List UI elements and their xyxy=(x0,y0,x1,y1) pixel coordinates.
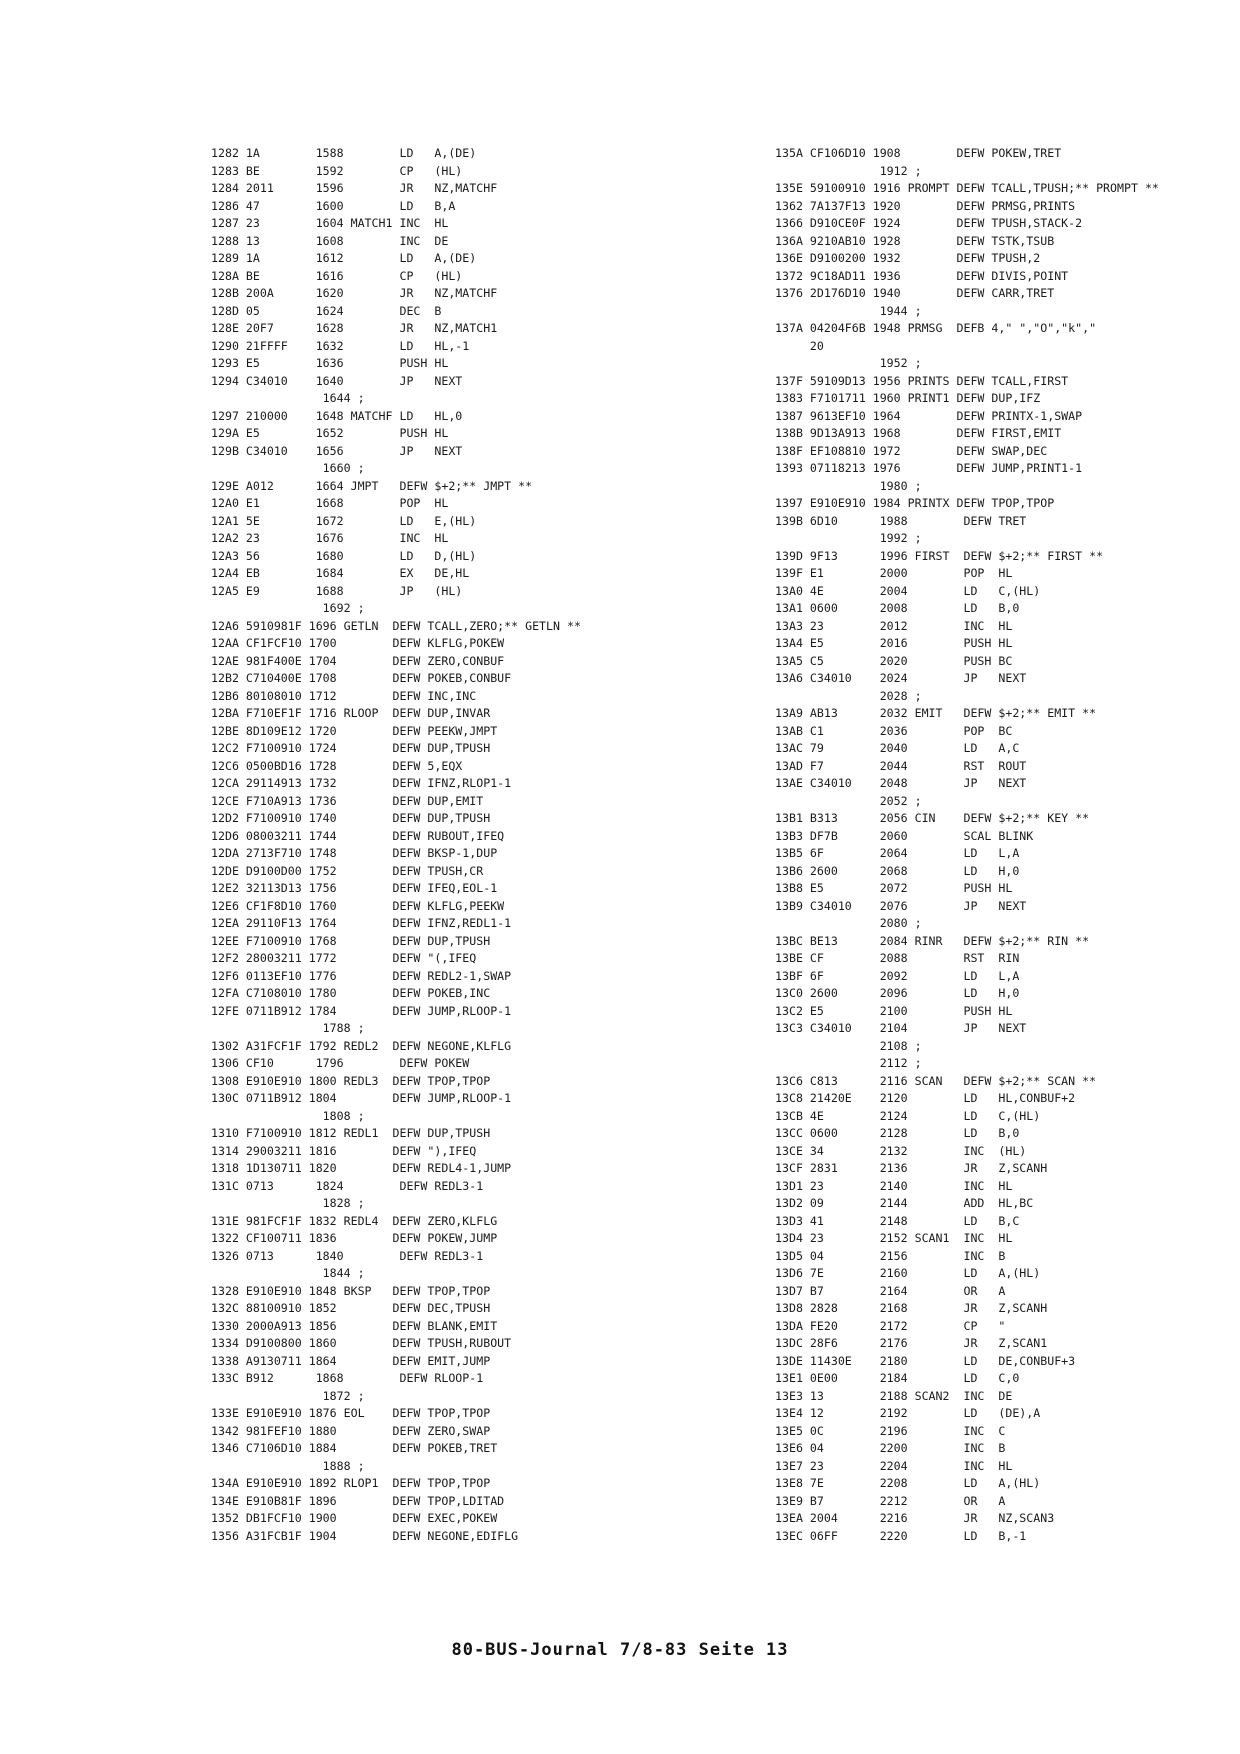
code-line: 1397 E910E910 1984 PRINTX DEFW TPOP,TPOP xyxy=(775,496,1055,510)
code-line: 1326 0713 1840 DEFW REDL3-1 xyxy=(211,1248,484,1263)
code-line: 13AD F7 2044 RST ROUT xyxy=(775,758,1027,773)
code-line: 13E5 0C 2196 INC C xyxy=(775,1423,1006,1438)
code-line: 139F E1 2000 POP HL xyxy=(775,566,1013,580)
code-line: 1808 ; xyxy=(211,1108,365,1123)
code-line: 1844 ; xyxy=(211,1266,365,1280)
code-line: 133C B912 1868 DEFW RLOOP-1 xyxy=(211,1371,484,1385)
code-line: 1282 1A 1588 LD A,(DE) xyxy=(211,146,477,160)
code-line: 13C8 21420E 2120 LD HL,CONBUF+2 xyxy=(775,1091,1076,1105)
code-line: 130C 0711B912 1804 DEFW JUMP,RLOOP-1 xyxy=(211,1091,512,1105)
code-line: 2052 ; xyxy=(775,793,922,808)
code-line: 13EA 2004 2216 JR NZ,SCAN3 xyxy=(775,1511,1055,1525)
code-line: 12A2 23 1676 INC HL xyxy=(211,531,449,545)
code-line: 20 xyxy=(775,338,824,353)
code-line: 1310 F7100910 1812 REDL1 DEFW DUP,TPUSH xyxy=(211,1126,491,1140)
code-line: 12A1 5E 1672 LD E,(HL) xyxy=(211,513,477,528)
code-line: 128E 20F7 1628 JR NZ,MATCH1 xyxy=(211,321,498,335)
code-line: 12DE D9100D00 1752 DEFW TPUSH,CR xyxy=(211,863,484,878)
code-line: 131C 0713 1824 DEFW REDL3-1 xyxy=(211,1178,484,1193)
code-line: 13D3 41 2148 LD B,C xyxy=(775,1213,1020,1228)
code-line: 13D4 23 2152 SCAN1 INC HL xyxy=(775,1231,1013,1245)
code-line: 13D8 2828 2168 JR Z,SCANH xyxy=(775,1301,1048,1315)
code-line: 12F2 28003211 1772 DEFW "(,IFEQ xyxy=(211,951,477,965)
code-line: 136A 9210AB10 1928 DEFW TSTK,TSUB xyxy=(775,233,1055,248)
code-line: 129E A012 1664 JMPT DEFW $+2;** JMPT ** xyxy=(211,478,533,493)
code-line: 1330 2000A913 1856 DEFW BLANK,EMIT xyxy=(211,1318,498,1333)
code-line: 1788 ; xyxy=(211,1021,365,1035)
code-line: 139D 9F13 1996 FIRST DEFW $+2;** FIRST ** xyxy=(775,548,1104,563)
code-line: 1376 2D176D10 1940 DEFW CARR,TRET xyxy=(775,286,1055,300)
code-line: 13E3 13 2188 SCAN2 INC DE xyxy=(775,1388,1013,1403)
code-line: 1952 ; xyxy=(775,356,922,370)
code-line: 2080 ; xyxy=(775,916,922,930)
code-line: 2028 ; xyxy=(775,688,922,703)
code-line: 13BF 6F 2092 LD L,A xyxy=(775,968,1020,983)
code-line: 1328 E910E910 1848 BKSP DEFW TPOP,TPOP xyxy=(211,1283,491,1298)
code-line: 1980 ; xyxy=(775,478,922,493)
code-line: 13DA FE20 2172 CP " xyxy=(775,1318,1006,1333)
code-line: 12E6 CF1F8D10 1760 DEFW KLFLG,PEEKW xyxy=(211,898,505,913)
code-line: 1992 ; xyxy=(775,531,922,545)
code-line: 1287 23 1604 MATCH1 INC HL xyxy=(211,216,449,230)
code-line: 13A4 E5 2016 PUSH HL xyxy=(775,636,1013,650)
code-line: 13D7 B7 2164 OR A xyxy=(775,1283,1006,1298)
code-line: 1872 ; xyxy=(211,1388,365,1403)
code-line: 1372 9C18AD11 1936 DEFW DIVIS,POINT xyxy=(775,268,1069,283)
code-line: 13D6 7E 2160 LD A,(HL) xyxy=(775,1266,1041,1280)
code-line: 1314 29003211 1816 DEFW "),IFEQ xyxy=(211,1143,477,1158)
code-line: 13A1 0600 2008 LD B,0 xyxy=(775,601,1020,615)
code-line: 12A0 E1 1668 POP HL xyxy=(211,496,449,510)
code-line: 12EA 29110F13 1764 DEFW IFNZ,REDL1-1 xyxy=(211,916,512,930)
code-line: 13B5 6F 2064 LD L,A xyxy=(775,846,1020,860)
code-line: 13B9 C34010 2076 JP NEXT xyxy=(775,898,1027,913)
code-line: 13B8 E5 2072 PUSH HL xyxy=(775,881,1013,895)
code-line: 13D2 09 2144 ADD HL,BC xyxy=(775,1196,1034,1210)
code-line: 12CE F710A913 1736 DEFW DUP,EMIT xyxy=(211,793,484,808)
code-line: 136E D9100200 1932 DEFW TPUSH,2 xyxy=(775,251,1041,265)
code-line: 12A6 5910981F 1696 GETLN DEFW TCALL,ZERO;** GETLN ** xyxy=(211,618,581,633)
code-line: 12D6 08003211 1744 DEFW RUBOUT,IFEQ xyxy=(211,828,505,843)
code-line: 1660 ; xyxy=(211,461,365,475)
code-line: 13BC BE13 2084 RINR DEFW $+2;** RIN ** xyxy=(775,933,1090,948)
code-line: 12C2 F7100910 1724 DEFW DUP,TPUSH xyxy=(211,741,491,755)
code-line: 1283 BE 1592 CP (HL) xyxy=(211,163,463,178)
code-line: 12A4 EB 1684 EX DE,HL xyxy=(211,566,470,580)
code-line: 13A6 C34010 2024 JP NEXT xyxy=(775,671,1027,685)
code-line: 131E 981FCF1F 1832 REDL4 DEFW ZERO,KLFLG xyxy=(211,1213,498,1228)
code-line: 138F EF108810 1972 DEFW SWAP,DEC xyxy=(775,443,1048,458)
code-line: 1290 21FFFF 1632 LD HL,-1 xyxy=(211,338,470,353)
code-line: 13E1 0E00 2184 LD C,0 xyxy=(775,1371,1020,1385)
code-line: 1338 A9130711 1864 DEFW EMIT,JUMP xyxy=(211,1353,491,1368)
code-line: 1692 ; xyxy=(211,601,365,615)
code-line: 135E 59100910 1916 PROMPT DEFW TCALL,TPUSH;** PROMPT ** xyxy=(775,181,1159,195)
code-line: 13C6 C813 2116 SCAN DEFW $+2;** SCAN ** xyxy=(775,1073,1097,1088)
code-line: 1888 ; xyxy=(211,1458,365,1473)
code-line: 13E8 7E 2208 LD A,(HL) xyxy=(775,1476,1041,1490)
code-line: 13E4 12 2192 LD (DE),A xyxy=(775,1406,1041,1420)
code-line: 12D2 F7100910 1740 DEFW DUP,TPUSH xyxy=(211,811,491,825)
code-line: 134A E910E910 1892 RLOP1 DEFW TPOP,TPOP xyxy=(211,1476,491,1490)
code-line: 12BA F710EF1F 1716 RLOOP DEFW DUP,INVAR xyxy=(211,706,491,720)
code-line: 129A E5 1652 PUSH HL xyxy=(211,426,449,440)
code-line: 1294 C34010 1640 JP NEXT xyxy=(211,373,463,388)
code-line: 13B6 2600 2068 LD H,0 xyxy=(775,863,1020,878)
code-line: 12A3 56 1680 LD D,(HL) xyxy=(211,548,477,563)
code-line: 1944 ; xyxy=(775,303,922,318)
code-line: 13A3 23 2012 INC HL xyxy=(775,618,1013,633)
code-line: 1342 981FEF10 1880 DEFW ZERO,SWAP xyxy=(211,1423,491,1438)
code-line: 1322 CF100711 1836 DEFW POKEW,JUMP xyxy=(211,1231,498,1245)
code-line: 12A5 E9 1688 JP (HL) xyxy=(211,583,463,598)
code-line: 12C6 0500BD16 1728 DEFW 5,EQX xyxy=(211,758,463,773)
code-line: 13AE C34010 2048 JP NEXT xyxy=(775,776,1027,790)
code-line: 13CE 34 2132 INC (HL) xyxy=(775,1143,1027,1158)
code-line: 134E E910B81F 1896 DEFW TPOP,LDITAD xyxy=(211,1493,505,1508)
code-line: 13E7 23 2204 INC HL xyxy=(775,1458,1013,1473)
code-line: 1366 D910CE0F 1924 DEFW TPUSH,STACK-2 xyxy=(775,216,1083,230)
code-line: 1356 A31FCB1F 1904 DEFW NEGONE,EDIFLG xyxy=(211,1528,519,1543)
code-line: 138B 9D13A913 1968 DEFW FIRST,EMIT xyxy=(775,426,1062,440)
code-line: 13CF 2831 2136 JR Z,SCANH xyxy=(775,1161,1048,1175)
code-line: 12BE 8D109E12 1720 DEFW PEEKW,JMPT xyxy=(211,723,498,738)
code-line: 133E E910E910 1876 EOL DEFW TPOP,TPOP xyxy=(211,1406,491,1420)
code-line: 128D 05 1624 DEC B xyxy=(211,303,442,318)
code-line: 1346 C7106D10 1884 DEFW POKEB,TRET xyxy=(211,1441,498,1455)
code-line: 13CB 4E 2124 LD C,(HL) xyxy=(775,1108,1041,1123)
code-line: 1302 A31FCF1F 1792 REDL2 DEFW NEGONE,KLFLG xyxy=(211,1038,512,1053)
code-line: 132C 88100910 1852 DEFW DEC,TPUSH xyxy=(211,1301,491,1315)
code-line: 13BE CF 2088 RST RIN xyxy=(775,951,1020,965)
listing-right-column xyxy=(775,145,1159,1545)
code-line: 13B1 B313 2056 CIN DEFW $+2;** KEY ** xyxy=(775,811,1090,825)
code-line: 12E2 32113D13 1756 DEFW IFEQ,EOL-1 xyxy=(211,881,498,895)
code-line: 13AC 79 2040 LD A,C xyxy=(775,741,1020,755)
code-line: 1644 ; xyxy=(211,391,365,405)
code-line: 135A CF106D10 1908 DEFW POKEW,TRET xyxy=(775,146,1062,160)
code-line: 1288 13 1608 INC DE xyxy=(211,233,449,248)
code-line: 1393 07118213 1976 DEFW JUMP,PRINT1-1 xyxy=(775,461,1083,475)
code-line: 13A0 4E 2004 LD C,(HL) xyxy=(775,583,1041,598)
code-line: 13B3 DF7B 2060 SCAL BLINK xyxy=(775,828,1034,843)
code-line: 12B2 C710400E 1708 DEFW POKEB,CONBUF xyxy=(211,671,512,685)
code-line: 12B6 80108010 1712 DEFW INC,INC xyxy=(211,688,477,703)
page-footer: 80-BUS-Journal 7/8-83 Seite 13 xyxy=(451,1640,789,1660)
code-line: 1352 DB1FCF10 1900 DEFW EXEC,POKEW xyxy=(211,1511,498,1525)
code-line: 1318 1D130711 1820 DEFW REDL4-1,JUMP xyxy=(211,1161,512,1175)
code-line: 128B 200A 1620 JR NZ,MATCHF xyxy=(211,286,498,300)
code-line: 1306 CF10 1796 DEFW POKEW xyxy=(211,1056,470,1070)
code-line: 13AB C1 2036 POP BC xyxy=(775,723,1013,738)
code-line: 1387 9613EF10 1964 DEFW PRINTX-1,SWAP xyxy=(775,408,1083,423)
code-line: 1284 2011 1596 JR NZ,MATCHF xyxy=(211,181,498,195)
code-line: 12FE 0711B912 1784 DEFW JUMP,RLOOP-1 xyxy=(211,1003,512,1018)
code-line: 13C2 E5 2100 PUSH HL xyxy=(775,1003,1013,1018)
code-line: 1383 F7101711 1960 PRINT1 DEFW DUP,IFZ xyxy=(775,391,1041,405)
code-line: 13A9 AB13 2032 EMIT DEFW $+2;** EMIT ** xyxy=(775,706,1097,720)
code-line: 1334 D9100800 1860 DEFW TPUSH,RUBOUT xyxy=(211,1336,512,1350)
code-line: 1293 E5 1636 PUSH HL xyxy=(211,356,449,370)
code-line: 12AE 981F400E 1704 DEFW ZERO,CONBUF xyxy=(211,653,505,668)
code-line: 12F6 0113EF10 1776 DEFW REDL2-1,SWAP xyxy=(211,968,512,983)
code-line: 137F 59109D13 1956 PRINTS DEFW TCALL,FIRST xyxy=(775,373,1069,388)
code-line: 1308 E910E910 1800 REDL3 DEFW TPOP,TPOP xyxy=(211,1073,491,1088)
code-line: 1912 ; xyxy=(775,163,922,178)
code-line: 13DE 11430E 2180 LD DE,CONBUF+3 xyxy=(775,1353,1076,1368)
code-line: 13C3 C34010 2104 JP NEXT xyxy=(775,1021,1027,1035)
code-line: 12AA CF1FCF10 1700 DEFW KLFLG,POKEW xyxy=(211,636,505,650)
code-line: 13A5 C5 2020 PUSH BC xyxy=(775,653,1013,668)
code-line: 13EC 06FF 2220 LD B,-1 xyxy=(775,1528,1027,1543)
code-line: 12DA 2713F710 1748 DEFW BKSP-1,DUP xyxy=(211,846,498,860)
code-line: 13E6 04 2200 INC B xyxy=(775,1441,1006,1455)
code-line: 1289 1A 1612 LD A,(DE) xyxy=(211,251,477,265)
code-line: 1828 ; xyxy=(211,1196,365,1210)
code-line: 13E9 B7 2212 OR A xyxy=(775,1493,1006,1508)
code-line: 137A 04204F6B 1948 PRMSG DEFB 4," ","O","k"," xyxy=(775,321,1097,335)
code-line: 129B C34010 1656 JP NEXT xyxy=(211,443,463,458)
code-line: 13C0 2600 2096 LD H,0 xyxy=(775,986,1020,1000)
code-line: 12EE F7100910 1768 DEFW DUP,TPUSH xyxy=(211,933,491,948)
code-line: 1362 7A137F13 1920 DEFW PRMSG,PRINTS xyxy=(775,198,1076,213)
code-line: 2112 ; xyxy=(775,1056,922,1070)
code-line: 13D1 23 2140 INC HL xyxy=(775,1178,1013,1193)
code-line: 13DC 28F6 2176 JR Z,SCAN1 xyxy=(775,1336,1048,1350)
code-line: 1297 210000 1648 MATCHF LD HL,0 xyxy=(211,408,463,423)
code-line: 1286 47 1600 LD B,A xyxy=(211,198,456,213)
code-line: 13CC 0600 2128 LD B,0 xyxy=(775,1126,1020,1140)
code-line: 2108 ; xyxy=(775,1038,922,1053)
code-line: 128A BE 1616 CP (HL) xyxy=(211,268,463,283)
code-line: 12CA 29114913 1732 DEFW IFNZ,RLOP1-1 xyxy=(211,776,512,790)
code-line: 13D5 04 2156 INC B xyxy=(775,1248,1006,1263)
code-line: 12FA C7108010 1780 DEFW POKEB,INC xyxy=(211,986,491,1000)
listing-left-column xyxy=(211,145,581,1545)
code-line: 139B 6D10 1988 DEFW TRET xyxy=(775,513,1027,528)
